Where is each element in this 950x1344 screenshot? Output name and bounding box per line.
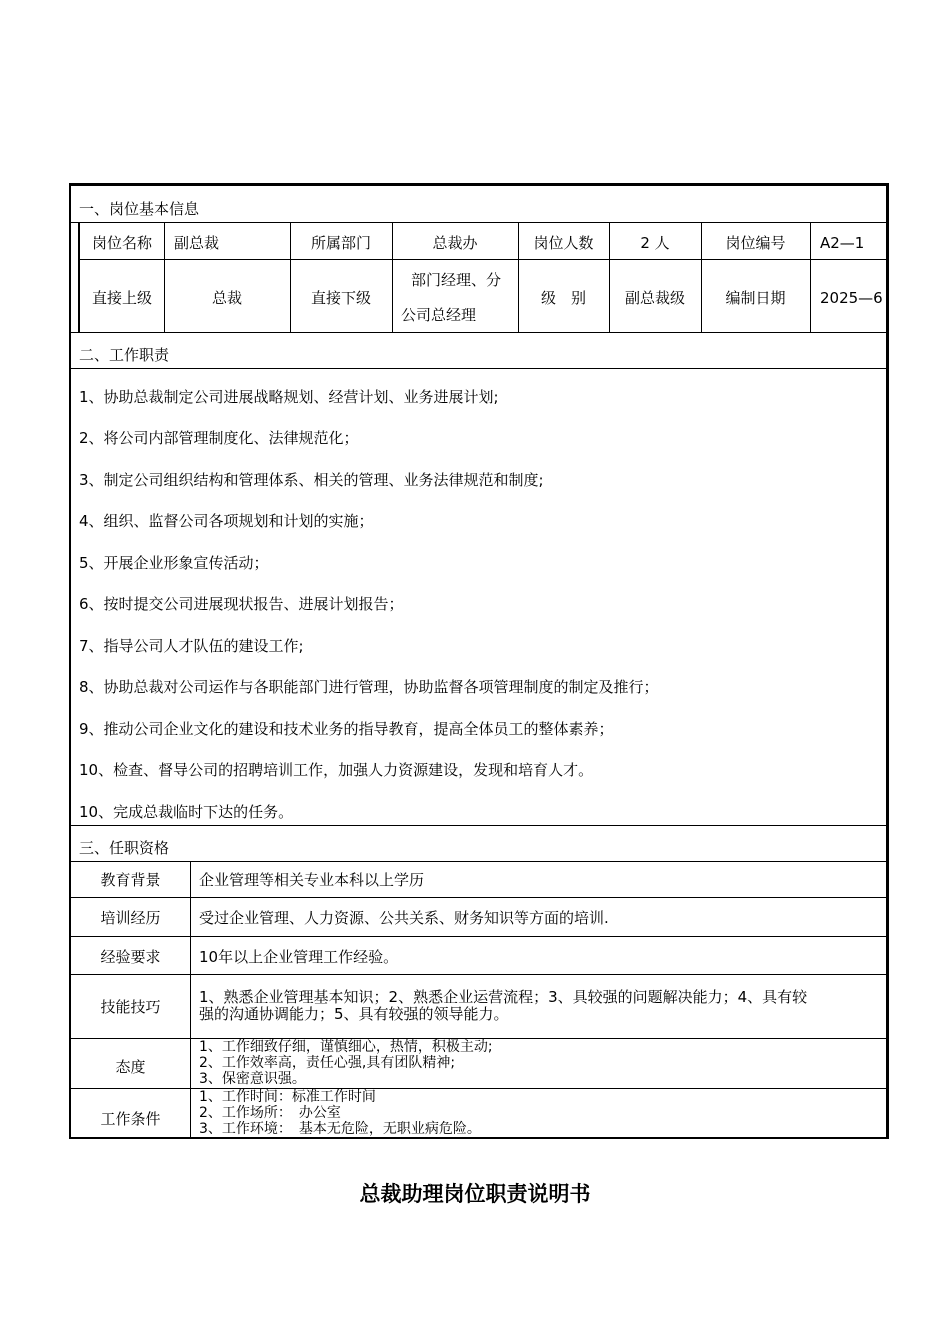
section-heading-basic-info: 一、岗位基本信息: [79, 200, 200, 218]
divider: [71, 897, 886, 898]
label-position-code: 岗位编号: [725, 234, 786, 252]
document-title: 总裁助理岗位职责说明书: [359, 1182, 591, 1206]
value-position-code: A2—1: [820, 234, 865, 252]
value-experience: 10年以上企业管理工作经验。: [199, 948, 399, 966]
value-direct-superior: 总裁: [211, 289, 242, 307]
divider: [80, 259, 888, 260]
label-compile-date: 编制日期: [725, 289, 786, 307]
value-skills-line2: 强的沟通协调能力；5、具有较强的领导能力。: [199, 1005, 509, 1023]
duty-item: 10、完成总裁临时下达的任务。: [79, 803, 294, 821]
value-education: 企业管理等相关专业本科以上学历: [199, 871, 425, 889]
value-compile-date: 2025—6: [820, 289, 883, 307]
duty-item: 4、组织、监督公司各项规划和计划的实施；: [79, 512, 374, 530]
label-skills: 技能技巧: [100, 998, 161, 1016]
label-direct-subordinate: 直接下级: [310, 289, 371, 307]
divider: [164, 222, 165, 332]
basic-info-grid: [78, 222, 886, 332]
label-experience: 经验要求: [100, 948, 161, 966]
duty-item: 3、制定公司组织结构和管理体系、相关的管理、业务法律规范和制度;: [79, 471, 544, 489]
divider: [71, 974, 886, 975]
divider: [71, 1088, 886, 1089]
value-work-conditions-line3: 3、工作环境： 基本无危险，无职业病危险。: [199, 1121, 481, 1137]
divider: [190, 861, 191, 1137]
duty-item: 7、指导公司人才队伍的建设工作;: [79, 637, 304, 655]
value-direct-subordinate-line1: 部门经理、分: [411, 271, 502, 289]
duty-item: 2、将公司内部管理制度化、法律规范化；: [79, 429, 359, 447]
value-position-name: 副总裁: [174, 234, 220, 252]
duty-item: 5、开展企业形象宣传活动；: [79, 554, 269, 572]
duty-item: 1、协助总裁制定公司进展战略规划、经营计划、业务进展计划;: [79, 388, 499, 406]
label-attitude: 态度: [115, 1058, 146, 1076]
value-work-conditions-line1: 1、工作时间：标准工作时间: [199, 1089, 376, 1105]
value-level: 副总裁级: [624, 289, 685, 307]
divider: [810, 222, 811, 332]
value-attitude-line1: 1、工作细致仔细，谨慎细心，热情，积极主动;: [199, 1039, 493, 1055]
label-headcount: 岗位人数: [533, 234, 594, 252]
duty-item: 9、推动公司企业文化的建设和技术业务的指导教育，提高全体员工的整体素养；: [79, 720, 614, 738]
value-attitude-line2: 2、工作效率高，责任心强,具有团队精神;: [199, 1055, 456, 1071]
value-department: 总裁办: [432, 234, 478, 252]
value-work-conditions-line2: 2、工作场所： 办公室: [199, 1105, 341, 1121]
value-attitude-line3: 3、保密意识强。: [199, 1071, 306, 1087]
divider: [71, 332, 886, 333]
divider: [71, 936, 886, 937]
duty-item: 10、检查、督导公司的招聘培训工作，加强人力资源建设，发现和培育人才。: [79, 761, 594, 779]
value-direct-subordinate-line2: 公司总经理: [401, 306, 477, 324]
label-direct-superior: 直接上级: [91, 289, 152, 307]
label-department: 所属部门: [310, 234, 371, 252]
label-work-conditions: 工作条件: [100, 1110, 161, 1128]
label-level: 级 别: [540, 289, 586, 307]
divider: [71, 825, 886, 826]
label-education: 教育背景: [100, 871, 161, 889]
duty-item: 6、按时提交公司进展现状报告、进展计划报告；: [79, 595, 404, 613]
divider: [71, 861, 886, 862]
duty-item: 8、协助总裁对公司运作与各职能部门进行管理，协助监督各项管理制度的制定及推行；: [79, 678, 659, 696]
section-heading-qualifications: 三、任职资格: [79, 839, 170, 857]
value-headcount: 2 人: [640, 234, 670, 252]
label-position-name: 岗位名称: [91, 234, 152, 252]
label-training: 培训经历: [100, 909, 161, 927]
section-heading-duties: 二、工作职责: [79, 346, 170, 364]
value-training: 受过企业管理、人力资源、公共关系、财务知识等方面的培训.: [199, 909, 609, 927]
divider: [71, 368, 886, 369]
job-description-table: [69, 183, 889, 1139]
value-skills-line1: 1、熟悉企业管理基本知识；2、熟悉企业运营流程；3、具较强的问题解决能力；4、具有较: [199, 988, 808, 1006]
